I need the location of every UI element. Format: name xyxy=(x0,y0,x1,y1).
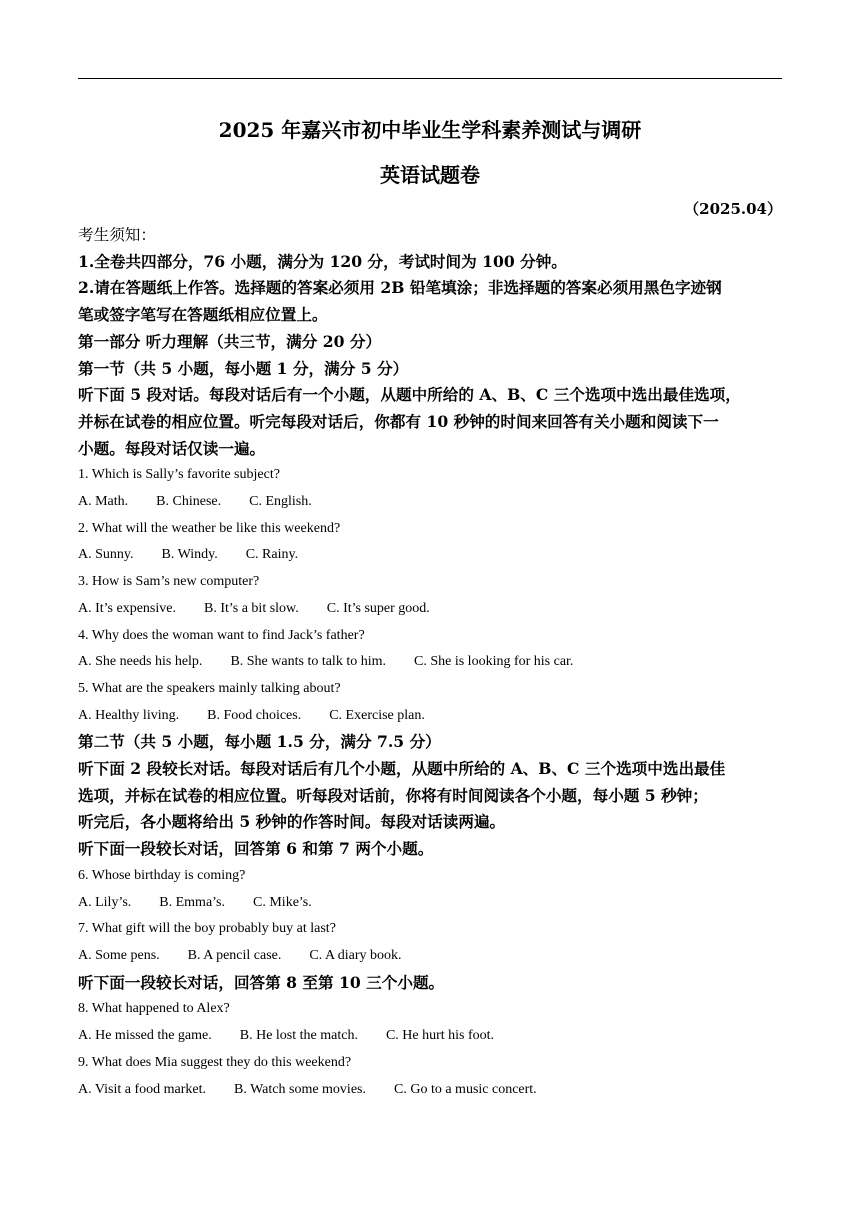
notice-item-1: 1.全卷共四部分，76 小题，满分为 120 分，考试时间为 100 分钟。 xyxy=(78,251,567,271)
option-2a: A. Sunny. xyxy=(78,547,134,563)
exam-title: 2025 年嘉兴市初中毕业生学科素养测试与调研 xyxy=(218,118,642,142)
option-3b: B. It’s a bit slow. xyxy=(203,600,299,616)
section1-instruction-line-3: 小题。每段对话仅读一遍。 xyxy=(78,438,266,458)
options-6 xyxy=(78,890,782,917)
question-8: 8. What happened to Alex? xyxy=(78,1001,230,1017)
exam-date: （2025.04） xyxy=(684,200,782,218)
question-2: 2. What will the weather be like this weekend? xyxy=(78,520,341,536)
notice-heading: 考生须知： xyxy=(78,226,156,244)
section2-instruction-line-2: 选项，并标在试卷的相应位置。听每段对话前，你将有时间阅读各个小题，每小题 5 秒钟； xyxy=(78,785,708,805)
options-7 xyxy=(78,943,782,970)
option-2c: C. Rainy. xyxy=(245,547,299,563)
option-5b: B. Food choices. xyxy=(207,707,302,723)
option-1a: A. Math. xyxy=(78,494,129,510)
option-1b: B. Chinese. xyxy=(156,494,222,510)
options-5 xyxy=(78,703,782,730)
notice-item-2-line-2: 笔或签字笔写在答题纸相应位置上。 xyxy=(78,305,328,325)
option-6c: C. Mike’s. xyxy=(253,894,312,910)
option-8a: A. He missed the game. xyxy=(78,1028,212,1044)
question-9: 9. What does Mia suggest they do this weekend? xyxy=(78,1054,352,1070)
notice-item-2-line-1: 2.请在答题纸上作答。选择题的答案必须用 2B 铅笔填涂；非选择题的答案必须用黑色字迹钢 xyxy=(78,278,722,298)
section2-instruction-line-3: 听完后，各小题将给出 5 秒钟的作答时间。每段对话读两遍。 xyxy=(78,812,506,832)
section1-instruction-line-2: 并标在试卷的相应位置。听完每段对话后，你都有 10 秒钟的时间来回答有关小题和阅读下一 xyxy=(78,411,719,431)
options-2 xyxy=(78,542,782,569)
part1-heading: 第一部分 听力理解（共三节，满分 20 分） xyxy=(78,331,382,351)
header-rule xyxy=(78,78,782,79)
question-1: 1. Which is Sally’s favorite subject? xyxy=(78,467,280,483)
option-4c: C. She is looking for his car. xyxy=(414,654,574,670)
option-7c: C. A diary book. xyxy=(309,947,402,963)
question-7: 7. What gift will the boy probably buy at last? xyxy=(78,921,336,937)
option-7a: A. Some pens. xyxy=(78,947,160,963)
option-9a: A. Visit a food market. xyxy=(78,1081,206,1097)
option-9b: B. Watch some movies. xyxy=(234,1081,366,1097)
option-2b: B. Windy. xyxy=(161,547,218,563)
question-5: 5. What are the speakers mainly talking about? xyxy=(78,680,341,696)
exam-content xyxy=(78,222,782,1103)
option-9c: C. Go to a music concert. xyxy=(394,1081,537,1097)
option-7b: B. A pencil case. xyxy=(187,947,282,963)
question-3: 3. How is Sam’s new computer? xyxy=(78,574,260,590)
options-9 xyxy=(78,1077,782,1104)
option-3c: C. It’s super good. xyxy=(326,600,430,616)
options-1 xyxy=(78,489,782,516)
option-5a: A. Healthy living. xyxy=(78,707,180,723)
options-8 xyxy=(78,1023,782,1050)
options-3 xyxy=(78,596,782,623)
option-4b: B. She wants to talk to him. xyxy=(230,654,386,670)
option-8b: B. He lost the match. xyxy=(239,1028,358,1044)
section2-instruction-line-1: 听下面 2 段较长对话。每段对话后有几个小题，从题中所给的 A、B、C 三个选项中选出最佳 xyxy=(78,759,726,779)
section1-heading: 第一节（共 5 小题，每小题 1 分，满分 5 分） xyxy=(78,358,409,378)
options-4 xyxy=(78,649,782,676)
option-5c: C. Exercise plan. xyxy=(329,707,425,723)
option-1c: C. English. xyxy=(249,494,312,510)
option-3a: A. It’s expensive. xyxy=(78,600,176,616)
option-6a: A. Lily’s. xyxy=(78,894,132,910)
option-4a: A. She needs his help. xyxy=(78,654,203,670)
section1-instruction-line-1: 听下面 5 段对话。每段对话后有一个小题，从题中所给的 A、B、C 三个选项中选出最佳选项， xyxy=(78,385,741,405)
option-6b: B. Emma’s. xyxy=(159,894,226,910)
question-4: 4. Why does the woman want to find Jack’s father? xyxy=(78,627,365,643)
section2-heading: 第二节（共 5 小题，每小题 1.5 分，满分 7.5 分） xyxy=(78,732,441,752)
exam-subtitle: 英语试题卷 xyxy=(380,163,480,187)
question-6: 6. Whose birthday is coming? xyxy=(78,867,246,883)
dialog-1-instruction: 听下面一段较长对话，回答第 6 和第 7 两个小题。 xyxy=(78,839,434,859)
dialog-2-instruction: 听下面一段较长对话，回答第 8 至第 10 三个小题。 xyxy=(78,972,445,992)
option-8c: C. He hurt his foot. xyxy=(385,1028,495,1044)
